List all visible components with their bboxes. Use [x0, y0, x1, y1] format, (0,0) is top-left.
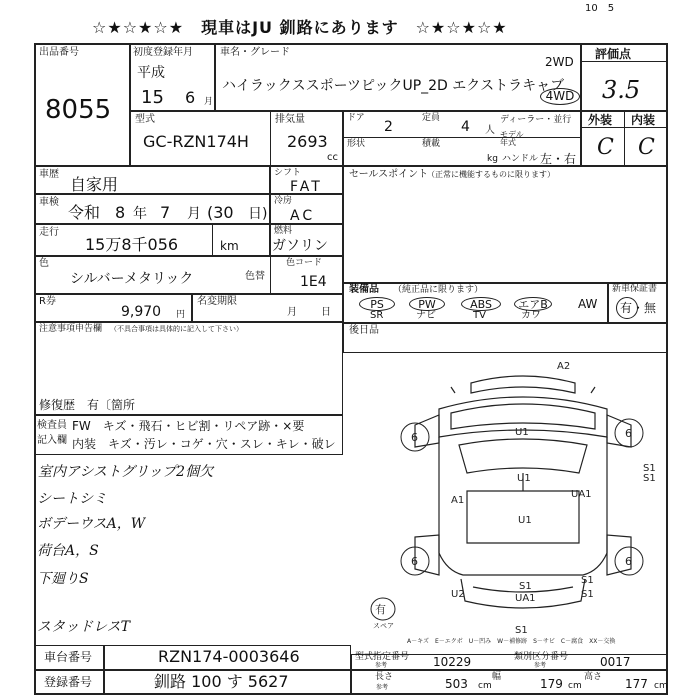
damage-marks	[451, 361, 656, 636]
ext-label: 外装	[588, 113, 613, 127]
equip-label-tv: TV	[473, 310, 486, 321]
mileage-divider	[212, 224, 213, 256]
equipment-label: 装備品	[349, 284, 379, 295]
color-label: 色	[39, 258, 49, 269]
registration-month: 6	[185, 88, 196, 107]
repair-value: 有〔箇所	[87, 398, 136, 412]
shaken-day-unit: 日)	[248, 206, 268, 222]
fuel-value: ガソリン	[272, 238, 328, 254]
shape-label: 形状	[347, 139, 366, 149]
post-date-label: 後日品	[349, 325, 379, 336]
equip-mark-airbag: エアB	[514, 297, 552, 311]
usage-value: 自家用	[70, 175, 119, 194]
damage-mark: A2	[557, 361, 571, 372]
vehicle-damage-diagram	[343, 353, 668, 645]
name-change-label: 名変期限	[197, 296, 237, 307]
grade-divider	[581, 61, 668, 62]
post-date-cell	[343, 323, 668, 353]
damage-mark: UA1	[571, 489, 592, 500]
length-value: 503	[445, 677, 468, 691]
spare-mark: 有	[375, 603, 386, 616]
length-unit: cm	[478, 681, 492, 691]
width-value: 179	[540, 677, 563, 691]
registration-year: 15	[141, 87, 164, 108]
shift-value: FAT	[290, 179, 323, 195]
damage-mark: S1	[581, 589, 594, 600]
class-number-sub: 参考	[534, 662, 547, 669]
plate-value: 釧路 100 す 5627	[154, 672, 289, 691]
type-designation-label: 型式指定番号	[355, 652, 410, 662]
damage-legend: A－キズ E－エクボ U－凹み W－補修跡 S－サビ C－腐食 XX－交換	[407, 638, 616, 645]
warranty-value: 有・無	[620, 301, 657, 315]
model-year-label: モデル年式	[500, 130, 524, 147]
mileage-value: 15万8千056	[85, 235, 179, 254]
notes-cell	[34, 322, 343, 415]
color-change-label: 色替	[245, 271, 265, 282]
color-code-divider	[270, 256, 271, 294]
shaken-month: 7	[160, 203, 171, 222]
ext-int-divider	[624, 111, 625, 166]
ext-int-header-line	[581, 127, 668, 128]
shaken-month-unit: 月	[187, 206, 201, 222]
equipment-note: （純正品に限ります）	[393, 285, 484, 295]
vehicle-name-label: 車名・グレード	[220, 47, 290, 58]
tire-label: 6	[625, 427, 632, 440]
handwritten-note: ボデーウスA，W	[37, 516, 146, 532]
sales-point-cell	[343, 166, 668, 283]
shaken-label: 車検	[39, 197, 59, 208]
cc-unit: cc	[327, 152, 338, 163]
cc-label: 排気量	[275, 114, 305, 125]
model-label: 型式	[135, 114, 155, 125]
cc-value: 2693	[287, 132, 328, 151]
plate-label: 登録番号	[44, 675, 93, 689]
notes-label: 注意事項申告欄	[39, 324, 103, 334]
name-change-month: 月	[287, 307, 297, 318]
shaken-era: 令和	[68, 203, 101, 222]
chassis-label: 車台番号	[44, 650, 93, 664]
specs-divider	[343, 137, 581, 138]
equip-mark-abs: ABS	[461, 297, 501, 311]
ac-value: AC	[290, 208, 316, 224]
inspector-row2: 内装 キズ・汚レ・コゲ・穴・スレ・キレ・破レ	[72, 437, 336, 451]
grade-score: 3.5	[602, 76, 641, 104]
inspector-label: 検査員	[37, 420, 67, 431]
shaken-day: (30	[207, 203, 234, 222]
mileage-unit: km	[220, 239, 239, 253]
width-unit: cm	[568, 681, 582, 691]
type-designation-sub: 参考	[375, 662, 388, 669]
type-designation-value: 10229	[433, 655, 472, 669]
damage-mark: S1	[581, 575, 594, 586]
registration-month-unit: 月	[204, 97, 214, 107]
recycle-cell	[34, 294, 192, 322]
ext-grade: C	[597, 135, 614, 160]
equip-mark-pw: PW	[409, 297, 445, 311]
tire-label: 6	[411, 555, 418, 568]
damage-mark: S1	[643, 463, 656, 474]
door-label: ドア	[347, 113, 365, 123]
load-label: 積載	[422, 139, 441, 149]
color-code-label: 色コード	[286, 258, 323, 268]
tire-label: 6	[411, 431, 418, 444]
ac-label: 冷房	[274, 196, 293, 206]
drive-2wd: 2WD	[545, 55, 574, 69]
color-value: シルバーメタリック	[70, 271, 194, 287]
color-code: 1E4	[300, 274, 327, 290]
shaken-year-unit: 年	[133, 206, 147, 222]
recycle-unit: 円	[176, 310, 186, 320]
vehicle-name: ハイラックススポーツピックUP_2D エクストラキャブ	[222, 78, 565, 94]
handwritten-note: スタッドレスT	[37, 619, 130, 635]
spare-label: スペア	[373, 622, 394, 630]
shift-label: シフト	[274, 168, 302, 178]
door-value: 2	[384, 119, 393, 135]
model-divider	[270, 111, 271, 166]
kg-label: kg	[487, 154, 498, 164]
inspector-label2: 記入欄	[37, 435, 67, 446]
banner: ☆★☆★☆★ 現車はJU 釧路にあります ☆★☆★☆★	[92, 18, 508, 37]
damage-mark: S1	[515, 625, 528, 636]
damage-mark: S1	[519, 581, 532, 592]
name-change-day: 日	[321, 307, 331, 318]
damage-mark: S1	[643, 473, 656, 484]
handwritten-note: シートシミ	[37, 491, 107, 507]
seats-unit: 人	[485, 125, 495, 136]
length-label: 長さ	[375, 672, 394, 682]
int-label: 内装	[631, 113, 656, 127]
warranty-circle	[616, 297, 638, 319]
equip-mark-ps: PS	[359, 297, 395, 311]
seats-value: 4	[461, 119, 470, 135]
dimensions-sub: 参考	[376, 684, 389, 691]
lot-label: 出品番号	[39, 47, 79, 58]
width-label: 幅	[492, 672, 502, 682]
drive-4wd: 4WD	[540, 88, 580, 105]
equip-mark-aw: AW	[578, 297, 598, 311]
height-label: 高さ	[584, 672, 603, 682]
handwritten-note: 室内アシストグリップ2個欠	[38, 464, 214, 480]
registration-era: 平成	[137, 65, 165, 81]
damage-mark: U2	[451, 589, 465, 600]
equip-label-sr: SR	[370, 310, 384, 321]
mileage-label: 走行	[39, 227, 59, 238]
model-value: GC-RZN174H	[143, 132, 249, 151]
damage-mark: A1	[451, 495, 465, 506]
dealer-label: ディーラー・並行	[500, 115, 572, 125]
handwritten-note: 荷台A，S	[37, 543, 99, 559]
equip-label-navi: ナビ	[416, 310, 436, 321]
recycle-label: R券	[39, 296, 56, 307]
registration-label: 初度登録年月	[133, 47, 193, 58]
grade-label: 評価点	[595, 47, 632, 61]
fuel-label: 燃料	[274, 226, 293, 236]
equip-label-kawa: カワ	[521, 310, 541, 321]
handwritten-note: 下廻りS	[37, 571, 89, 587]
height-value: 177	[625, 677, 648, 691]
lot-number: 8055	[45, 95, 112, 125]
handle-value: 左・右	[540, 152, 577, 166]
warranty-label: 新車保証書	[612, 284, 658, 294]
sales-point-note: （正常に機能するものに限ります）	[427, 170, 555, 179]
corner-note: 10 5	[585, 3, 615, 14]
seats-label: 定員	[422, 113, 441, 123]
handle-label: ハンドル	[502, 154, 539, 164]
tire-circles	[371, 419, 643, 620]
class-number-value: 0017	[600, 655, 631, 669]
height-unit: cm	[654, 681, 668, 691]
chassis-value: RZN174-0003646	[158, 647, 300, 666]
damage-mark: U1	[518, 515, 532, 526]
repair-label: 修復歴	[39, 398, 76, 412]
recycle-value: 9,970	[121, 304, 162, 320]
shaken-year: 8	[115, 203, 126, 222]
usage-label: 車歴	[39, 169, 59, 180]
inspector-row1: FW キズ・飛石・ヒビ割・リペア跡・×要	[72, 419, 305, 433]
sales-point-label: セールスポイント	[349, 169, 429, 180]
tire-label: 6	[625, 555, 632, 568]
car-outline	[415, 376, 631, 608]
int-grade: C	[638, 135, 655, 160]
dimensions-cell	[351, 670, 668, 695]
class-number-label: 類別区分番号	[514, 652, 569, 662]
notes-sub: （不具合事項は具体的に記入して下さい）	[110, 325, 243, 333]
damage-mark: U1	[515, 427, 529, 438]
damage-mark: U1	[517, 473, 531, 484]
damage-mark: UA1	[515, 593, 536, 604]
